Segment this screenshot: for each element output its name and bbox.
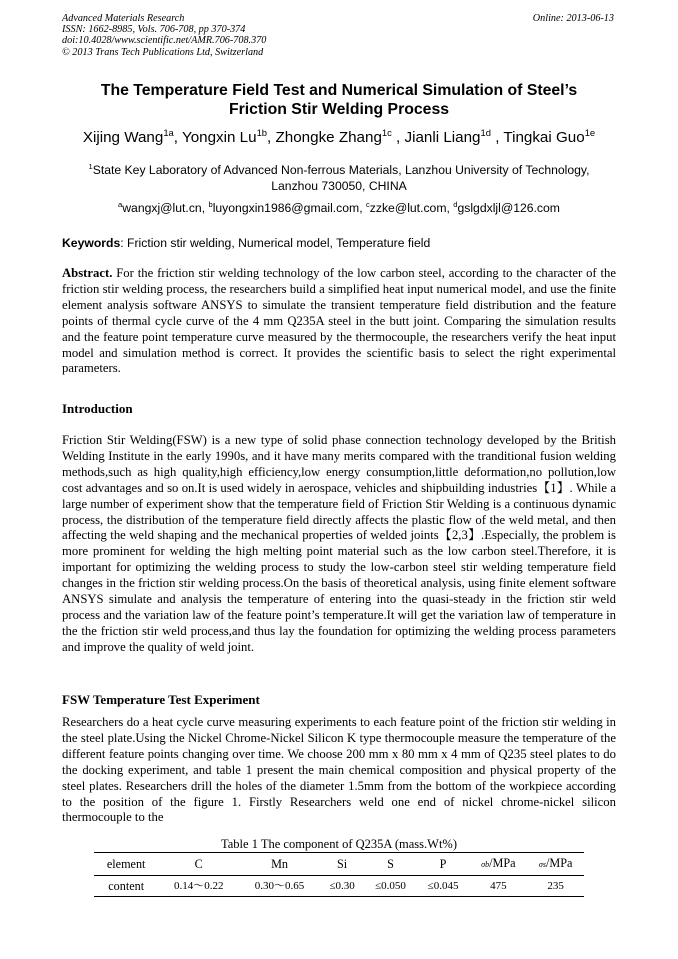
author-separator: , [173,129,182,146]
table-cell: ≤0.045 [427,880,459,892]
table-caption: Table 1 The component of Q235A (mass.Wt%) [221,837,457,851]
table-header-cell: P [439,857,447,871]
table-cell: ≤0.050 [375,880,406,892]
author-separator: , [391,129,405,146]
email-separator: , [359,201,366,215]
doi: doi:10.4028/www.scientific.net/AMR.706-708.370 [62,35,267,47]
email-address[interactable]: wangxj@lut.cn [122,201,202,215]
sigma-s-symbol: σs [538,860,546,869]
keywords-label: Keywords [62,236,121,250]
table-cell: 475 [490,880,507,892]
paper-title [62,81,616,119]
author-sup: 1b [256,126,268,138]
email-sup: d [453,199,458,209]
email-address[interactable]: luyongxin1986@gmail.com [212,201,360,215]
copyright: © 2013 Trans Tech Publications Ltd, Switzerland [62,46,264,58]
author-name: Zhongke Zhang [275,129,382,146]
table-cell: 0.30～0.65 [254,880,305,892]
affiliation-sup: 1 [88,161,93,171]
online-date: Online: 2013-06-13 [532,13,614,24]
section-heading-introduction: Introduction [62,401,133,416]
issn: ISSN: 1662-8985, Vols. 706-708, pp 370-374 [62,24,246,36]
author-name: Tingkai Guo [503,129,585,146]
email-address[interactable]: gslgdxljl@126.com [457,201,560,215]
section-heading-fsw: FSW Temperature Test Experiment [62,692,260,707]
composition-table [94,852,584,897]
abstract-text: For the friction stir welding technology of the low carbon steel, according to the character of the friction stir welding process, the researchers build a simplified heat input numerical model, and use the finite element analysis software ANSYS to simulate the transient temperature field distribution and the feature points of thermal cycle curve of the 4 mm Q235A steel in the butt joint. Comparing the simulation results and the feature point temperature curve measured by the thermocouple, the researchers verify the heat input model and simulation method is correct. It provides the scientific basis to select the right experimental parameters. [62,266,616,376]
page-header [62,13,614,58]
affiliation-line-1: State Key Laboratory of Advanced Non-ferrous Materials, Lanzhou University of Technology, [92,163,590,177]
author-list [40,126,638,147]
introduction-text: Friction Stir Welding(FSW) is a new type of solid phase connection technology developed by the British Welding Institute in the early 1990s, and it have many merits compared with the tranditional fusion welding methods,such as high quality,high efficiency,low energy consumption,little deformation,no pollution,low cost advantages and so on.It is used widely in aerospace, vehicles and shipbuilding industries【1】. While a large number of experiment show that the temperature field of Friction Stir Welding is a continuous dynamic process, the distribution of the temperature field directly affects the plastic flow of the weld metal, and then affecting the weld shaping and the mechanical properties of welded joints【2,3】.Especially, the problem is more prominent for welding the high melting point material such as the low carbon steel.Therefore, it is important for optimizing the welding process to study the low-carbon steel stir welding temperature field changes in the friction stir welding process.On the basis of theoretical analysis, using finite element software ANSYS simulate and analysis the temperature of entering into the quasi-steady in the friction stir weld process and the variation law of the feature point’s temperature.It will get the variation law of temperature in the the friction stir weld process,and thus lay the foundation for optimizing the welding process parameters and improve the quality of weld joint. [62,433,616,654]
table-header-cell: σs/MPa [538,856,573,870]
author-separator: , [490,129,504,146]
author-name: Yongxin Lu [181,129,257,146]
affiliation-line-2: Lanzhou 730050, CHINA [271,178,407,193]
author-sup: 1a [163,126,174,138]
abstract [62,266,616,377]
affiliation [62,163,616,194]
author-name: Xijing Wang [82,129,164,146]
title-line-1: The Temperature Field Test and Numerical Simulation of Steel’s [100,82,578,99]
table-header-cell: C [194,857,203,871]
table-header-cell: element [106,857,146,871]
email-sup: b [208,199,213,209]
author-name: Jianli Liang [404,129,481,146]
table-header-cell: Si [337,857,348,871]
title-line-2: Friction Stir Welding Process [228,101,450,118]
author-sup: 1d [480,126,491,138]
table-cell: 0.14～0.22 [173,880,224,892]
author-sup: 1c [381,126,392,138]
author-separator: , [267,129,276,146]
email-list [62,201,616,216]
table-row [94,876,584,897]
keywords-text: : Friction stir welding, Numerical model, Temperature field [120,236,431,250]
email-sup: c [365,199,370,209]
table-row-label: content [108,879,145,893]
table-header-row [94,853,584,876]
email-sup: a [118,199,123,209]
table-header-cell: S [387,857,394,871]
email-address[interactable]: zzke@lut.com [369,201,447,215]
table-header-cell: Mn [271,857,289,871]
table-header-cell: σb/MPa [481,856,516,870]
email-separator: , [201,201,209,215]
author-sup: 1e [584,126,596,138]
table-cell: 235 [547,880,564,892]
email-separator: , [446,201,454,215]
journal-name: Advanced Materials Research [62,13,185,24]
table-cell: ≤0.30 [329,880,355,892]
sigma-b-symbol: σb [481,860,490,869]
fsw-experiment-text: Researchers do a heat cycle curve measuring experiments to each feature point of the friction stir welding in the steel plate.Using the Nickel Chrome-Nickel Silicon K type thermocouple measure the temperature of the different feature points changing over time. We choose 200 mm x 80 mm x 4 mm of Q235 steel plates to do the docking experiment, and table 1 present the main chemical composition and physical property of the steel plates. Researchers drill the holes of the diameter 1.5mm from the bottom of the workpiece according to the position of the figure 1. Firstly Researchers weld one end of nickel chrome-nickel silicon thermocouple to the [62,715,616,825]
abstract-label: Abstract. [62,266,113,280]
keywords [62,236,616,251]
